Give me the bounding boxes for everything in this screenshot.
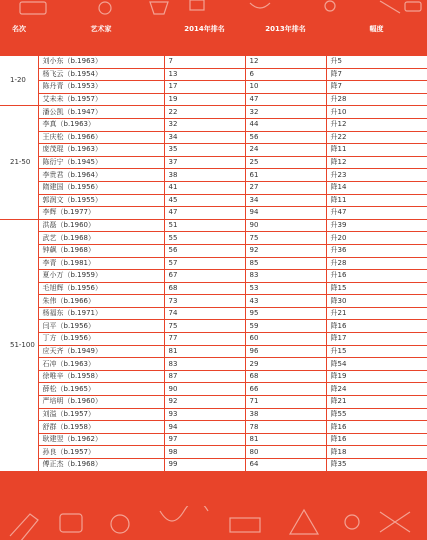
rank-2013-cell: 75 — [245, 232, 326, 245]
artist-cell: 夏小万（b.1959） — [38, 270, 164, 283]
artist-cell: 严培明（b.1960） — [38, 396, 164, 409]
rank-2014-cell: 55 — [164, 232, 245, 245]
rank-2014-cell: 87 — [164, 370, 245, 383]
change-cell: 降21 — [326, 396, 427, 409]
rank-2013-cell: 90 — [245, 219, 326, 232]
artist-cell: 刘溢（b.1957） — [38, 408, 164, 421]
change-cell: 降35 — [326, 459, 427, 472]
rank-2013-cell: 60 — [245, 333, 326, 346]
artist-cell: 李辉（b.1977） — [38, 207, 164, 220]
artist-cell: 庞茂琨（b.1963） — [38, 144, 164, 157]
rank-2014-cell: 93 — [164, 408, 245, 421]
rank-2014-cell: 7 — [164, 56, 245, 69]
table-row — [0, 106, 427, 119]
rank-2014-cell: 51 — [164, 219, 245, 232]
artist-cell: 郭润文（b.1955） — [38, 194, 164, 207]
rank-2013-cell: 34 — [245, 194, 326, 207]
rank-2013-cell: 59 — [245, 320, 326, 333]
change-cell: 降24 — [326, 383, 427, 396]
rank-2014-cell: 34 — [164, 131, 245, 144]
rank-group-label: 51-100 — [0, 219, 38, 471]
table-row — [0, 257, 427, 270]
change-cell: 升28 — [326, 257, 427, 270]
rank-2014-cell: 35 — [164, 144, 245, 157]
rank-2013-cell: 25 — [245, 156, 326, 169]
change-cell: 升22 — [326, 131, 427, 144]
rank-2014-cell: 17 — [164, 81, 245, 94]
change-cell: 升20 — [326, 232, 427, 245]
rank-2013-cell: 29 — [245, 358, 326, 371]
change-cell: 升39 — [326, 219, 427, 232]
artist-cell: 薛松（b.1965） — [38, 383, 164, 396]
rank-2014-cell: 45 — [164, 194, 245, 207]
change-cell: 降7 — [326, 81, 427, 94]
rank-2013-cell: 85 — [245, 257, 326, 270]
doodle-footer-decoration — [0, 506, 427, 540]
change-cell: 升36 — [326, 244, 427, 257]
rank-2014-cell: 67 — [164, 270, 245, 283]
rank-2014-cell: 94 — [164, 421, 245, 434]
rank-2014-cell: 56 — [164, 244, 245, 257]
rank-2014-cell: 22 — [164, 106, 245, 119]
table-row — [0, 207, 427, 220]
spacer-cell — [326, 37, 427, 56]
artist-cell: 陈衍宁（b.1945） — [38, 156, 164, 169]
rank-2013-cell: 80 — [245, 446, 326, 459]
change-cell: 降19 — [326, 370, 427, 383]
header-rank-2013: 2013年排名 — [245, 22, 326, 37]
artist-cell: 丁方（b.1956） — [38, 333, 164, 346]
rank-2013-cell: 61 — [245, 169, 326, 182]
artist-cell: 王庆松（b.1966） — [38, 131, 164, 144]
change-cell: 升21 — [326, 307, 427, 320]
rank-2014-cell: 90 — [164, 383, 245, 396]
rank-group-label: 21-50 — [0, 106, 38, 219]
change-cell: 降16 — [326, 433, 427, 446]
artist-cell: 杨福东（b.1971） — [38, 307, 164, 320]
table-row — [0, 181, 427, 194]
rank-2013-cell: 64 — [245, 459, 326, 472]
rank-2014-cell: 32 — [164, 118, 245, 131]
table-row — [0, 383, 427, 396]
header-artist: 艺术家 — [38, 22, 164, 37]
rank-2013-cell: 81 — [245, 433, 326, 446]
table-row — [0, 396, 427, 409]
rank-2013-cell: 10 — [245, 81, 326, 94]
rank-2013-cell: 83 — [245, 270, 326, 283]
artist-cell: 杨飞云（b.1954） — [38, 68, 164, 81]
rank-2013-cell: 44 — [245, 118, 326, 131]
table-row — [0, 446, 427, 459]
rank-2013-cell: 71 — [245, 396, 326, 409]
rank-2013-cell: 47 — [245, 93, 326, 106]
artist-cell: 洪磊（b.1960） — [38, 219, 164, 232]
artist-cell: 舒群（b.1958） — [38, 421, 164, 434]
change-cell: 降16 — [326, 421, 427, 434]
rank-2014-cell: 38 — [164, 169, 245, 182]
rank-2014-cell: 57 — [164, 257, 245, 270]
change-cell: 升47 — [326, 207, 427, 220]
artist-cell: 孙良（b.1957） — [38, 446, 164, 459]
table-row — [0, 345, 427, 358]
rank-2013-cell: 38 — [245, 408, 326, 421]
rank-2013-cell: 68 — [245, 370, 326, 383]
table-row — [0, 93, 427, 106]
spacer-cell — [38, 37, 164, 56]
rank-2013-cell: 96 — [245, 345, 326, 358]
rankings-table — [0, 22, 427, 472]
table-row — [0, 232, 427, 245]
rank-2014-cell: 13 — [164, 68, 245, 81]
artist-cell: 徐唯辛（b.1958） — [38, 370, 164, 383]
table-row — [0, 408, 427, 421]
change-cell: 升12 — [326, 118, 427, 131]
change-cell: 升23 — [326, 169, 427, 182]
rank-2013-cell: 94 — [245, 207, 326, 220]
artist-cell: 耿建翌（b.1962） — [38, 433, 164, 446]
artist-cell: 刘小东（b.1963） — [38, 56, 164, 69]
artist-cell: 朱伟（b.1966） — [38, 295, 164, 308]
artist-cell: 武艺（b.1968） — [38, 232, 164, 245]
artist-cell: 李青（b.1981） — [38, 257, 164, 270]
rank-2013-cell: 53 — [245, 282, 326, 295]
artist-cell: 应天齐（b.1949） — [38, 345, 164, 358]
change-cell: 降30 — [326, 295, 427, 308]
table-row — [0, 282, 427, 295]
change-cell: 升10 — [326, 106, 427, 119]
table-row — [0, 156, 427, 169]
rank-2013-cell: 27 — [245, 181, 326, 194]
table-row — [0, 131, 427, 144]
change-cell: 升15 — [326, 345, 427, 358]
change-cell: 降15 — [326, 282, 427, 295]
rank-2014-cell: 47 — [164, 207, 245, 220]
rank-2013-cell: 56 — [245, 131, 326, 144]
change-cell: 升5 — [326, 56, 427, 69]
table-row — [0, 320, 427, 333]
artist-cell: 傅正杰（b.1968） — [38, 459, 164, 472]
table-row — [0, 56, 427, 69]
change-cell: 降18 — [326, 446, 427, 459]
rank-2014-cell: 37 — [164, 156, 245, 169]
artist-cell: 艾未未（b.1957） — [38, 93, 164, 106]
table-row — [0, 270, 427, 283]
artist-cell: 隋建国（b.1956） — [38, 181, 164, 194]
rank-2014-cell: 98 — [164, 446, 245, 459]
rank-2014-cell: 73 — [164, 295, 245, 308]
table-row — [0, 459, 427, 472]
rank-2014-cell: 68 — [164, 282, 245, 295]
change-cell: 降17 — [326, 333, 427, 346]
header-rank: 名次 — [0, 22, 38, 37]
artist-cell: 毛旭辉（b.1956） — [38, 282, 164, 295]
artist-cell: 李真（b.1963） — [38, 118, 164, 131]
rank-2014-cell: 83 — [164, 358, 245, 371]
rank-2014-cell: 41 — [164, 181, 245, 194]
table-row — [0, 295, 427, 308]
change-cell: 降11 — [326, 144, 427, 157]
header-rank-2014: 2014年排名 — [164, 22, 245, 37]
rank-2013-cell: 43 — [245, 295, 326, 308]
table-row — [0, 421, 427, 434]
table-row — [0, 81, 427, 94]
change-cell: 降11 — [326, 194, 427, 207]
spacer-cell — [0, 37, 38, 56]
artist-cell: 李贵君（b.1964） — [38, 169, 164, 182]
rank-2013-cell: 66 — [245, 383, 326, 396]
table-row — [0, 68, 427, 81]
rank-2014-cell: 77 — [164, 333, 245, 346]
artist-cell: 闫平（b.1956） — [38, 320, 164, 333]
change-cell: 升16 — [326, 270, 427, 283]
change-cell: 降14 — [326, 181, 427, 194]
change-cell: 降12 — [326, 156, 427, 169]
change-cell: 降54 — [326, 358, 427, 371]
rank-2014-cell: 74 — [164, 307, 245, 320]
rank-2013-cell: 95 — [245, 307, 326, 320]
rank-2014-cell: 75 — [164, 320, 245, 333]
rank-2013-cell: 24 — [245, 144, 326, 157]
rank-2014-cell: 97 — [164, 433, 245, 446]
rank-group-label: 1-20 — [0, 56, 38, 106]
header-change: 幅度 — [326, 22, 427, 37]
rank-2014-cell: 92 — [164, 396, 245, 409]
table-row — [0, 169, 427, 182]
spacer-cell — [164, 37, 245, 56]
change-cell: 降55 — [326, 408, 427, 421]
artist-cell: 潘公凯（b.1947） — [38, 106, 164, 119]
rank-2014-cell: 99 — [164, 459, 245, 472]
rank-2013-cell: 78 — [245, 421, 326, 434]
table-row — [0, 144, 427, 157]
spacer-cell — [245, 37, 326, 56]
change-cell: 升28 — [326, 93, 427, 106]
change-cell: 降7 — [326, 68, 427, 81]
artist-cell: 陈丹青（b.1953） — [38, 81, 164, 94]
table-row — [0, 307, 427, 320]
table-row — [0, 118, 427, 131]
rank-2013-cell: 6 — [245, 68, 326, 81]
table-row — [0, 244, 427, 257]
table-row — [0, 433, 427, 446]
table-row — [0, 219, 427, 232]
header-spacer-row — [0, 37, 427, 56]
change-cell: 降16 — [326, 320, 427, 333]
rank-2014-cell: 81 — [164, 345, 245, 358]
table-row — [0, 194, 427, 207]
header-row — [0, 22, 427, 37]
table-row — [0, 370, 427, 383]
rank-2013-cell: 12 — [245, 56, 326, 69]
artist-cell: 石冲（b.1963） — [38, 358, 164, 371]
table-row — [0, 358, 427, 371]
table-body — [0, 56, 427, 472]
artist-cell: 钟飙（b.1968） — [38, 244, 164, 257]
rank-2014-cell: 19 — [164, 93, 245, 106]
rank-2013-cell: 92 — [245, 244, 326, 257]
table-row — [0, 333, 427, 346]
rank-2013-cell: 32 — [245, 106, 326, 119]
